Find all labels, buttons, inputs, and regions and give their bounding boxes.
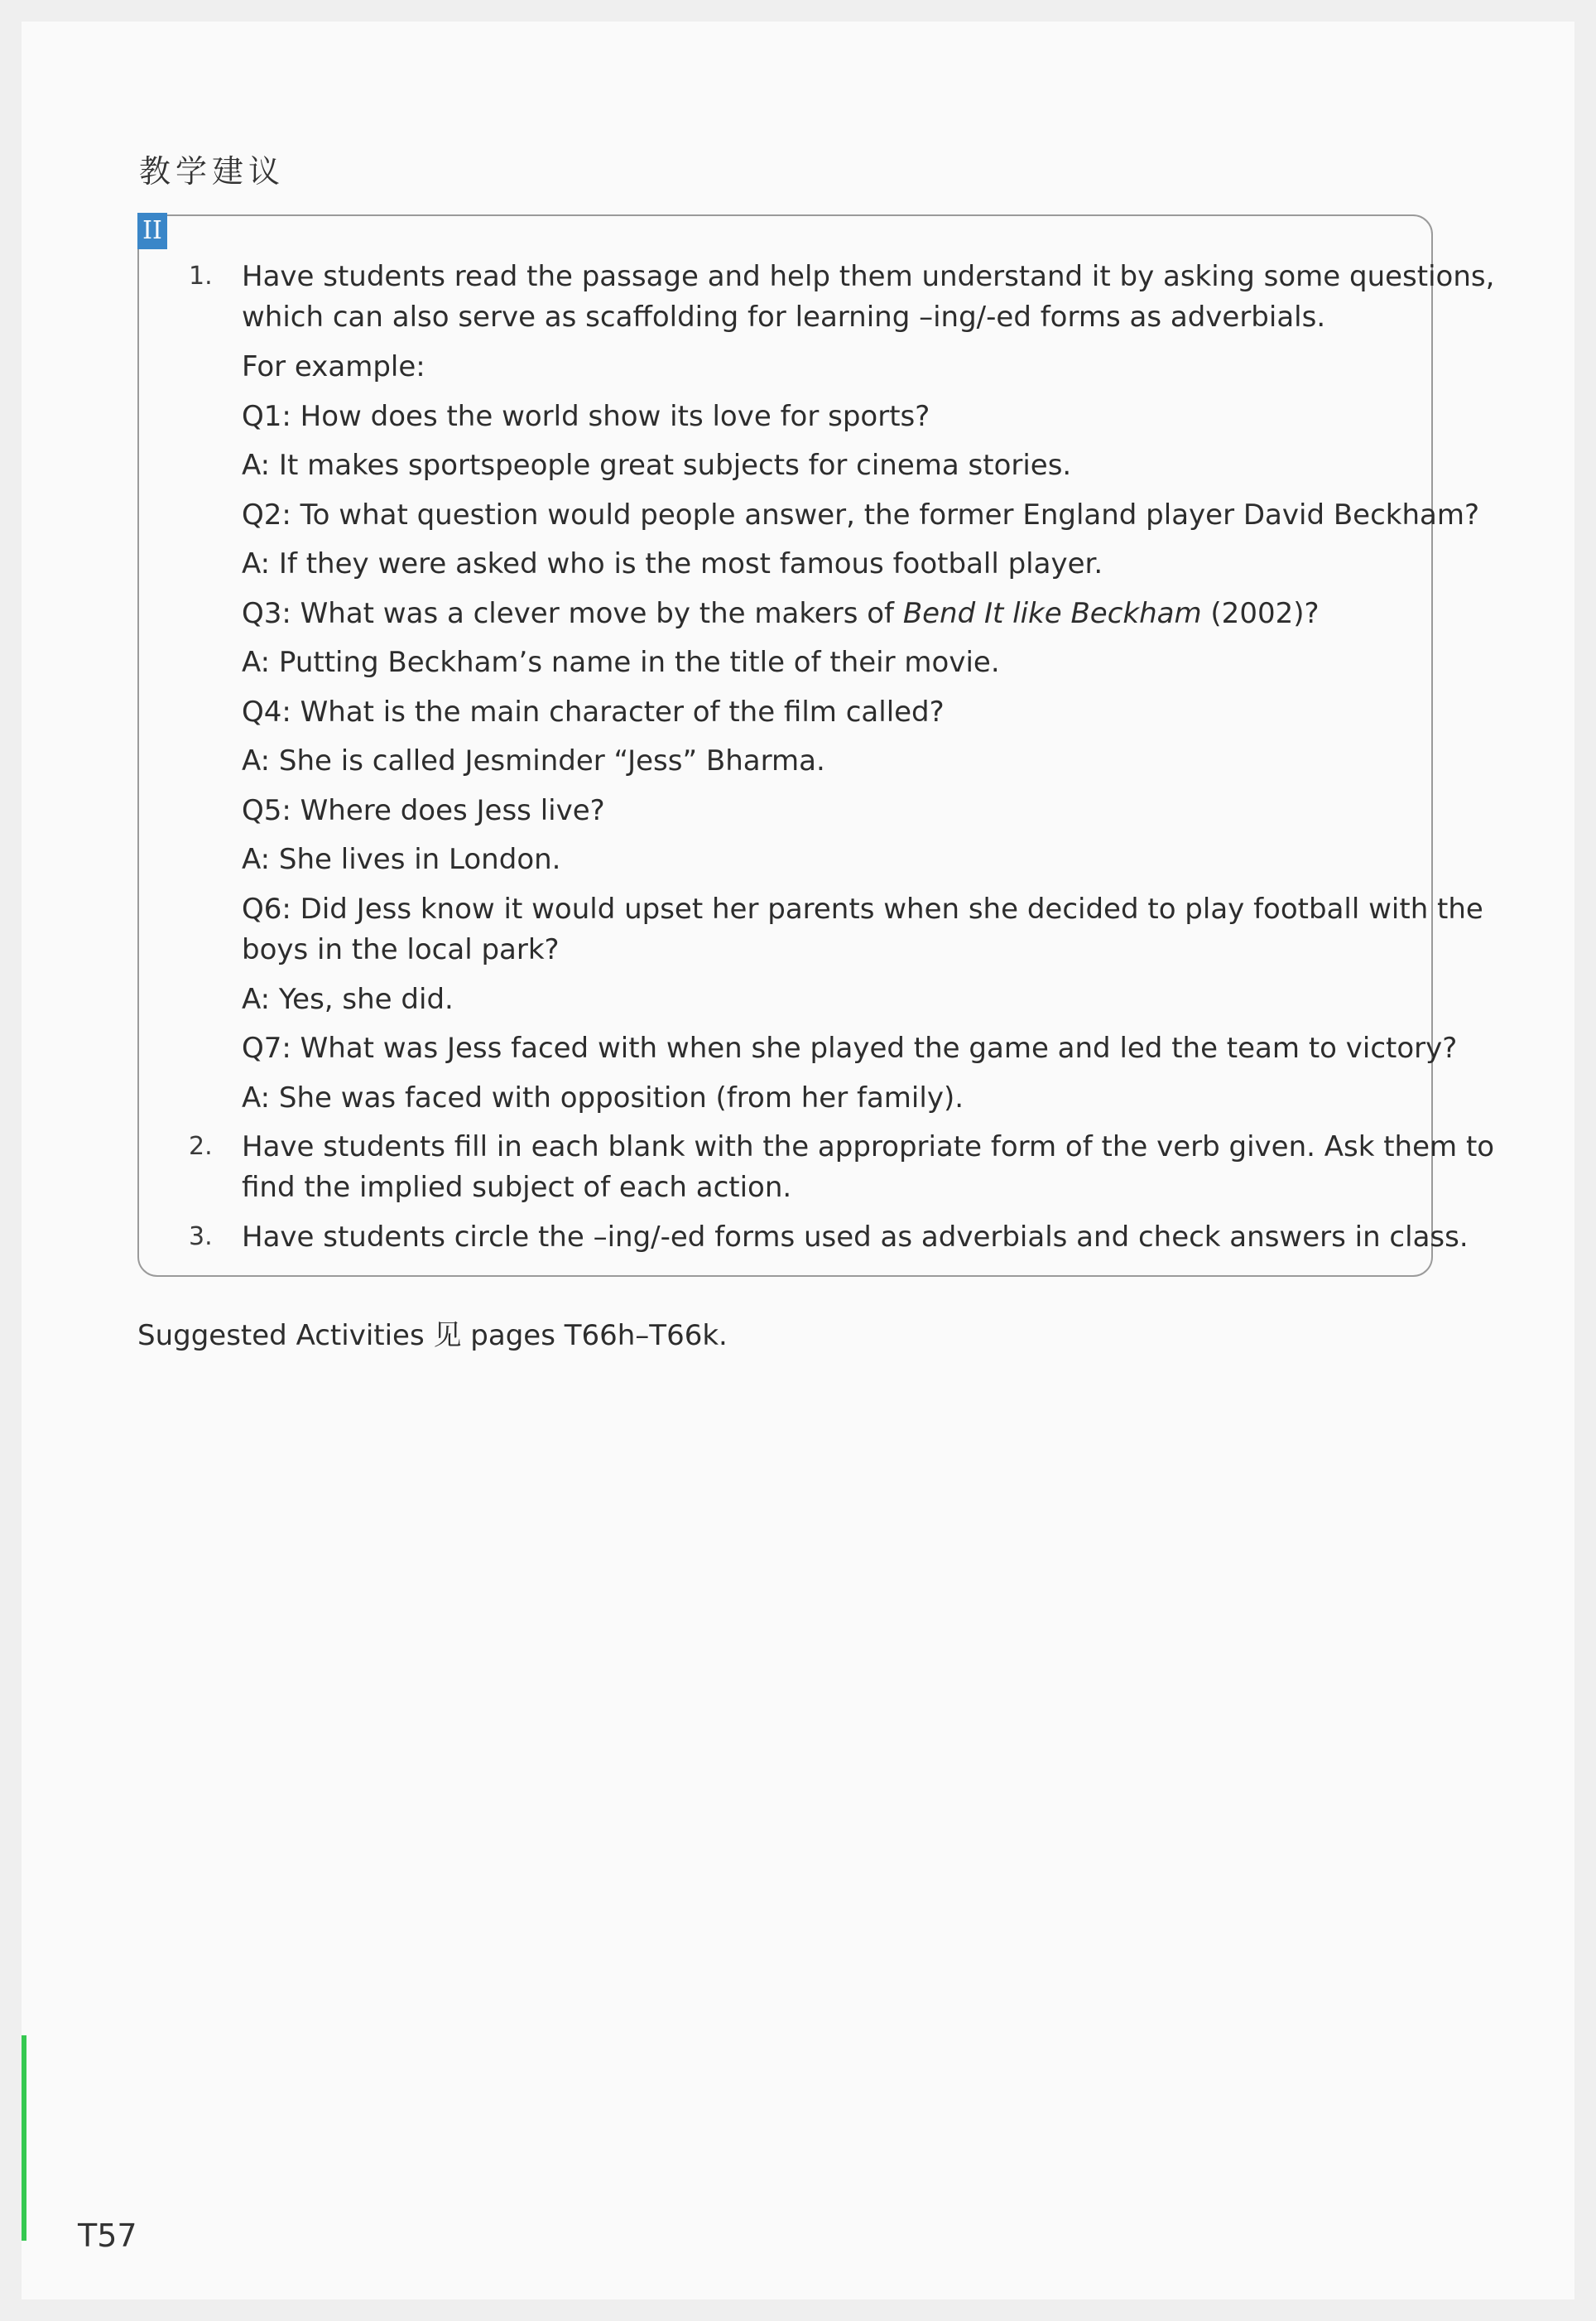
suggested-activities-note: Suggested Activities 见 pages T66h–T66k. bbox=[137, 1319, 728, 1352]
item-text-line: find the implied subject of each action. bbox=[242, 1171, 792, 1204]
qa-line: A: Putting Beckham’s name in the title of their movie. bbox=[242, 646, 1000, 679]
qa-line: A: She lives in London. bbox=[242, 843, 561, 876]
qa-line: boys in the local park? bbox=[242, 933, 560, 966]
section-heading: 教学建议 bbox=[139, 153, 286, 190]
section-badge: II bbox=[137, 213, 167, 249]
qa-line: Q1: How does the world show its love for sports? bbox=[242, 400, 930, 433]
item-number: 1. bbox=[189, 262, 213, 291]
item-text-line: Have students fill in each blank with the appropriate form of the verb given. Ask them to bbox=[242, 1130, 1495, 1163]
page-number: T57 bbox=[78, 2217, 137, 2254]
q3-suffix: (2002)? bbox=[1201, 597, 1320, 630]
example-intro: For example: bbox=[242, 350, 425, 383]
item-text-line: which can also serve as scaffolding for learning –ing/-ed forms as adverbials. bbox=[242, 301, 1326, 334]
q3-prefix: Q3: What was a clever move by the makers of bbox=[242, 597, 903, 630]
page bbox=[22, 22, 1574, 2299]
qa-line-q3 bbox=[242, 593, 1417, 634]
item-number: 3. bbox=[189, 1222, 213, 1251]
qa-line: Q7: What was Jess faced with when she played the game and led the team to victory? bbox=[242, 1032, 1458, 1065]
qa-line: A: If they were asked who is the most famous football player. bbox=[242, 547, 1103, 580]
side-accent-bar bbox=[22, 2035, 26, 2241]
film-title: Bend It like Beckham bbox=[902, 597, 1202, 630]
item-text-line: Have students read the passage and help them understand it by asking some questions, bbox=[242, 260, 1495, 293]
item-number: 2. bbox=[189, 1132, 213, 1161]
qa-line: Q4: What is the main character of the film called? bbox=[242, 696, 945, 729]
qa-line: A: She was faced with opposition (from her family). bbox=[242, 1081, 964, 1115]
qa-line: Q6: Did Jess know it would upset her parents when she decided to play football with the bbox=[242, 893, 1483, 926]
qa-line: Q5: Where does Jess live? bbox=[242, 794, 605, 827]
item-text-line: Have students circle the –ing/-ed forms used as adverbials and check answers in class. bbox=[242, 1221, 1469, 1254]
qa-line: A: It makes sportspeople great subjects for cinema stories. bbox=[242, 449, 1072, 482]
qa-line: Q2: To what question would people answer, the former England player David Beckham? bbox=[242, 498, 1480, 532]
qa-line: A: Yes, she did. bbox=[242, 983, 454, 1016]
qa-line: A: She is called Jesminder “Jess” Bharma. bbox=[242, 744, 825, 778]
